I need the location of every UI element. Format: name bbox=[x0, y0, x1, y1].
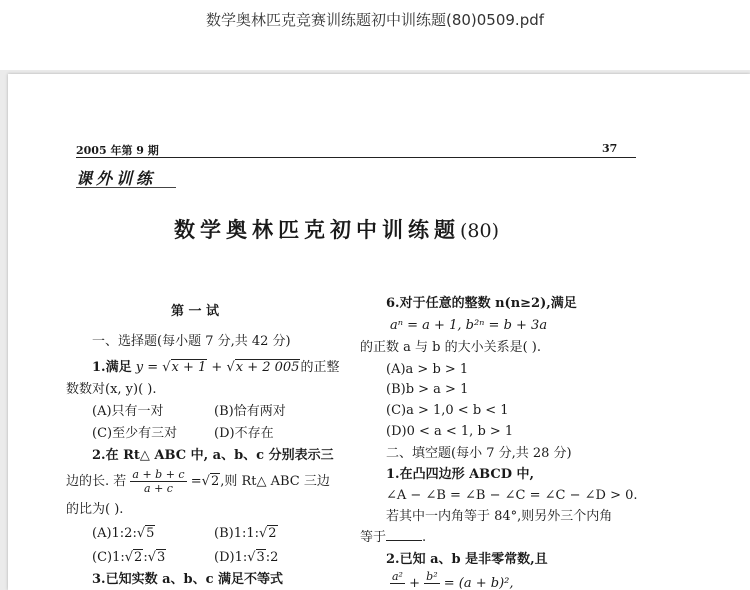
part2-heading: 二、填空题(每小 7 分,共 28 分) bbox=[386, 446, 572, 461]
column-tag: 课外训练 bbox=[76, 169, 157, 188]
fq2-num1: a² bbox=[392, 570, 403, 583]
q6-option-c: (C)a > 1,0 < b < 1 bbox=[386, 403, 509, 418]
fq1-line3: 若其中一内角等于 84°,则另外三个内角 bbox=[386, 509, 613, 524]
q2-line2: 边的长. 若 $\frac{a + b + c}{a + c}$ =√2,则 Rt△ ABC 三边 bbox=[66, 468, 330, 495]
fq1-line4 bbox=[360, 528, 426, 548]
window-title-bar bbox=[0, 0, 750, 70]
issue-label: 2005 年第 9 期 bbox=[76, 144, 159, 157]
q2-a-root: 5 bbox=[146, 526, 155, 541]
q6-equation: aⁿ = a + 1, b²ⁿ = b + 3a bbox=[390, 318, 548, 333]
q2-frac-num: a + b + c bbox=[132, 468, 185, 481]
q2-suffix: ,则 Rt△ ABC 三边 bbox=[220, 474, 330, 489]
fq2-frac2 bbox=[424, 570, 439, 590]
q6-line1: 6.对于任意的整数 n(n≥2),满足 bbox=[386, 296, 577, 311]
q1-plus: + bbox=[211, 360, 223, 375]
q2-fraction bbox=[130, 468, 186, 495]
q1-option-a: (A)只有一对 bbox=[92, 404, 164, 419]
q2-b-pre: (B)1:1: bbox=[214, 526, 259, 541]
q1-root1: x + 1 bbox=[171, 360, 207, 375]
q1-y-eq: y = bbox=[135, 360, 159, 375]
q1-root2: x + 2 005 bbox=[235, 360, 300, 375]
part1-heading: 一、选择题(每小题 7 分,共 42 分) bbox=[92, 334, 291, 349]
q2-d-root: 3 bbox=[256, 550, 265, 565]
fq1-line2: ∠A − ∠B = ∠B − ∠C = ∠C − ∠D > 0. bbox=[386, 488, 638, 503]
q1-line1: 1.满足 y = √x + 1 + √x + 2 005的正整 bbox=[92, 360, 340, 375]
q2-line3: 的比为( ). bbox=[66, 502, 124, 517]
q2-d-post: :2 bbox=[265, 550, 279, 565]
article-number: (80) bbox=[460, 220, 500, 242]
fq2-num2: b² bbox=[426, 570, 438, 583]
q1-option-d: (D)不存在 bbox=[214, 426, 274, 441]
q2-c-root1: 2 bbox=[134, 550, 143, 565]
column-tag-underline bbox=[76, 187, 176, 188]
q2-option-d: (D)1:√3:2 bbox=[214, 550, 279, 565]
article-title: 数学奥林匹克初中训练题 bbox=[174, 217, 460, 242]
q6-option-a: (A)a > b > 1 bbox=[386, 362, 469, 377]
q2-prefix: 边的长. 若 bbox=[66, 474, 127, 489]
fq1-line1: 1.在凸四边形 ABCD 中, bbox=[386, 467, 535, 482]
section-title: 第 一 试 bbox=[171, 304, 220, 319]
q2-option-b: (B)1:1:√2 bbox=[214, 526, 277, 541]
q2-option-a: (A)1:2:√5 bbox=[92, 526, 155, 541]
q2-b-root: 2 bbox=[268, 526, 277, 541]
fq2-frac1 bbox=[390, 570, 405, 590]
q6-option-b: (B)b > a > 1 bbox=[386, 382, 469, 397]
document-title: 数学奥林匹克竞赛训练题初中训练题(80)0509.pdf bbox=[205, 11, 545, 29]
fq2-line1: 2.已知 a、b 是非零常数,且 bbox=[386, 552, 548, 567]
fq2-line2 bbox=[390, 570, 514, 590]
pdf-page bbox=[8, 74, 750, 590]
fq1-prefix: 等于 bbox=[360, 530, 387, 545]
q1-line2: 数数对(x, y)( ). bbox=[66, 382, 157, 397]
q3-line1: 3.已知实数 a、b、c 满足不等式 bbox=[92, 572, 284, 587]
q2-c-root2: 3 bbox=[157, 550, 166, 565]
q6-line3: 的正数 a 与 b 的大小关系是( ). bbox=[360, 340, 542, 355]
fq1-suffix: . bbox=[422, 530, 427, 545]
q2-d-pre: (D)1: bbox=[214, 550, 248, 565]
q2-a-pre: (A)1:2: bbox=[92, 526, 137, 541]
header-rule bbox=[76, 157, 636, 158]
fq2-rhs: = (a + b)², bbox=[443, 576, 514, 590]
q1-option-b: (B)恰有两对 bbox=[214, 404, 286, 419]
q1-prefix: 1.满足 bbox=[92, 360, 132, 375]
q2-frac-den: a + c bbox=[144, 482, 173, 495]
q6-option-d: (D)0 < a < 1, b > 1 bbox=[386, 424, 514, 439]
q1-option-c: (C)至少有三对 bbox=[92, 426, 178, 441]
q2-c-pre: (C)1: bbox=[92, 550, 125, 565]
q2-sqrt2: 2 bbox=[210, 474, 220, 489]
q2-line1: 2.在 Rt△ ABC 中, a、b、c 分别表示三 bbox=[92, 448, 334, 463]
q2-eq: = bbox=[190, 474, 202, 489]
page-number: 37 bbox=[602, 142, 618, 155]
q1-suffix: 的正整 bbox=[300, 360, 340, 375]
q2-option-c: (C)1:√2:√3 bbox=[92, 550, 166, 565]
q2-c-mid: : bbox=[143, 550, 148, 565]
answer-blank bbox=[386, 529, 422, 541]
fq2-plus: + bbox=[409, 576, 421, 590]
article-title-block bbox=[174, 214, 499, 244]
